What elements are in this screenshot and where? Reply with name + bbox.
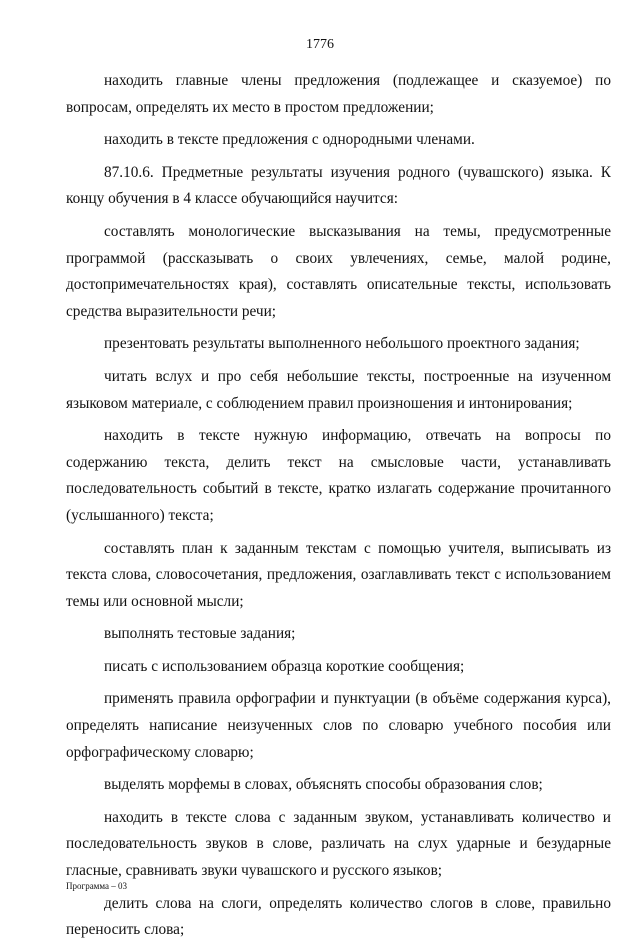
paragraph-3-section-heading: 87.10.6. Предметные результаты изучения родного (чувашского) языка. К концу обучения в 4 классе обучающийся научится: <box>66 163 611 208</box>
document-body <box>66 68 611 950</box>
paragraph-7: находить в тексте нужную информацию, отвечать на вопросы по содержанию текста, делить текст на смысловые части, устанавливать последовательность событий в тексте, кратко излагать содержание прочитанного (услышанного) текста; <box>66 427 611 524</box>
paragraph-11: применять правила орфографии и пунктуации (в объёме содержания курса), определять написание неизученных слов по словарю учебного пособия или орфографическому словарю; <box>66 690 611 761</box>
paragraph-9: выполнять тестовые задания; <box>104 625 296 643</box>
paragraph-4: составлять монологические высказывания на темы, предусмотренные программой (рассказывать о своих увлечениях, семье, малой родине, достопримечательностях края), составлять описательные тексты, использовать средства выразительности речи; <box>66 222 611 320</box>
paragraph-12: выделять морфемы в словах, объяснять способы образования слов; <box>104 776 543 794</box>
paragraph-10: писать с использованием образца короткие сообщения; <box>104 657 465 675</box>
paragraph-13: находить в тексте слова с заданным звуком, устанавливать количество и последовательность звуков в слове, различать на слух ударные и безударные гласные, сравнивать звуки чувашского и русского языков; <box>66 808 611 880</box>
paragraph-6: читать вслух и про себя небольшие тексты, построенные на изученном языковом материале, с соблюдением правил произношения и интонирования; <box>66 367 611 412</box>
paragraph-14: делить слова на слоги, определять количество слогов в слове, правильно переносить слова; <box>66 894 611 939</box>
paragraph-5: презентовать результаты выполненного небольшого проектного задания; <box>104 335 580 353</box>
paragraph-8: составлять план к заданным текстам с помощью учителя, выписывать из текста слова, словосочетания, предложения, озаглавливать текст с использованием темы или основной мысли; <box>66 539 611 610</box>
paragraph-1: находить главные члены предложения (подлежащее и сказуемое) по вопросам, определять их место в простом предложении; <box>66 72 611 116</box>
page-number: 1776 <box>306 37 334 52</box>
footer-label: Программа – 03 <box>66 881 128 891</box>
paragraph-2: находить в тексте предложения с однородными членами. <box>104 131 475 149</box>
